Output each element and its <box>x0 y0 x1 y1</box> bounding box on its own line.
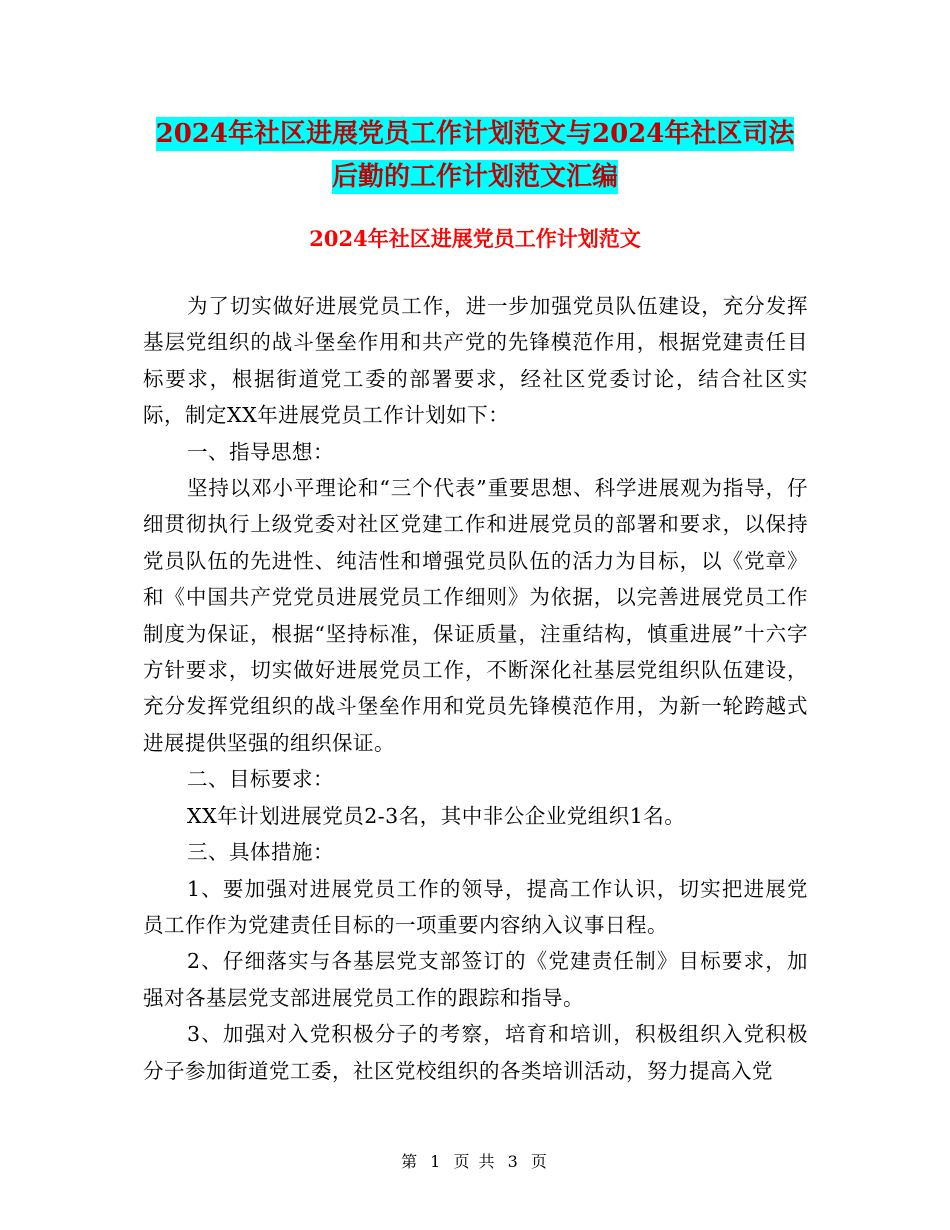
document-title-line-2-text: 后勤的工作计划范文汇编 <box>331 162 618 192</box>
paragraph-intro: 为了切实做好进展党员工作，进一步加强党员队伍建设，充分发挥基层党组织的战斗堡垒作用和共产党的先锋模范作用，根据党建责任目标要求，根据街道党工委的部署要求，经社区党委讨论，结合社区实际，制定XX年进展党员工作计划如下： <box>143 294 808 428</box>
heading-guiding-ideology: 一、指导思想： <box>187 439 334 464</box>
document-body <box>143 288 808 1089</box>
document-title-line-1 <box>0 110 950 158</box>
paragraph-guiding-ideology: 坚持以邓小平理论和“三个代表”重要思想、科学进展观为指导，仔细贯彻执行上级党委对社区党建工作和进展党员的部署和要求，以保持党员队伍的先进性、纯洁性和增强党员队伍的活力为目标，以《党章》和《中国共产党党员进展党员工作细则》为依据，以完善进展党员工作制度为保证，根据“坚持标准，保证质量，注重结构，慎重进展”十六字方针要求，切实做好进展党员工作，不断深化社基层党组织队伍建设，充分发挥党组织的战斗堡垒作用和党员先锋模范作用，为新一轮跨越式进展提供坚强的组织保证。 <box>143 476 808 755</box>
footer-page-middle: 页 共 <box>453 1152 497 1171</box>
paragraph-measure-3: 3、加强对入党积极分子的考察，培育和培训，积极组织入党积极分子参加街道党工委，社区党校组织的各类培训活动，努力提高入党 <box>143 1022 808 1083</box>
footer-page-total: 3 <box>507 1152 520 1171</box>
section-title: 2024年社区进展党员工作计划范文 <box>309 226 641 251</box>
footer-page-suffix: 页 <box>530 1152 549 1171</box>
paragraph-measure-1: 1、要加强对进展党员工作的领导，提高工作认识，切实把进展党员工作作为党建责任目标的一项重要内容纳入议事日程。 <box>143 876 808 937</box>
document-title-line-2 <box>0 153 950 201</box>
heading-goals: 二、目标要求： <box>187 767 334 792</box>
heading-measures: 三、具体措施： <box>187 840 334 865</box>
paragraph-goals: XX年计划进展党员2-3名，其中非公企业党组织1名。 <box>187 803 686 828</box>
footer-page-current: 1 <box>430 1152 443 1171</box>
footer-page-prefix: 第 <box>401 1152 420 1171</box>
page-footer <box>0 1152 950 1172</box>
paragraph-measure-2: 2、仔细落实与各基层党支部签订的《党建责任制》目标要求，加强对各基层党支部进展党员工作的跟踪和指导。 <box>143 949 808 1010</box>
document-title-line-1-text: 2024年社区进展党员工作计划范文与2024年社区司法 <box>155 119 795 149</box>
